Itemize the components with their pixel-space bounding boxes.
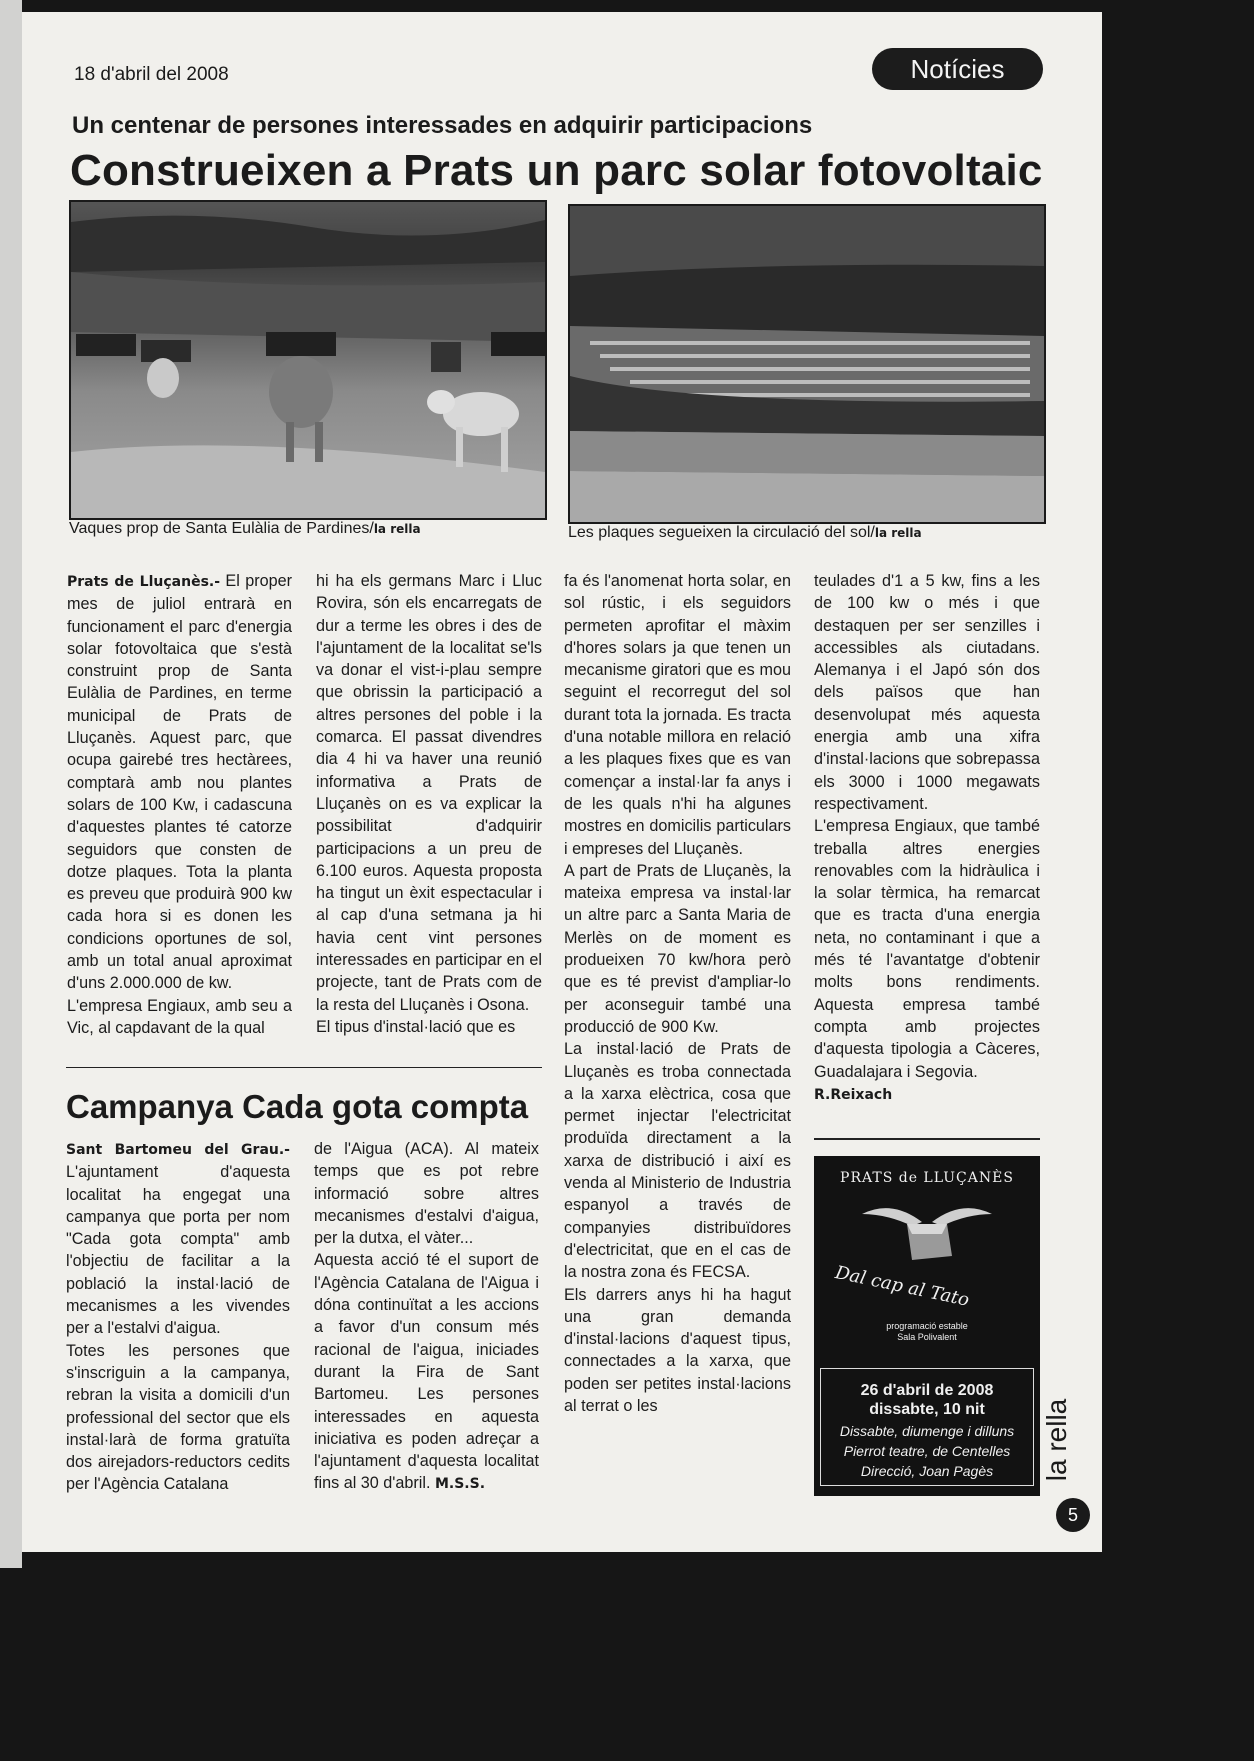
article2-column-2 — [314, 1138, 539, 1496]
issue-date: 18 d'abril del 2008 — [74, 64, 229, 85]
article-headline: Construeixen a Prats un parc solar fotovoltaic — [70, 146, 1043, 195]
divider — [814, 1138, 1040, 1140]
article-column-2 — [316, 570, 542, 1038]
newspaper-page — [22, 12, 1102, 1552]
section-badge: Notícies — [872, 48, 1043, 90]
article-column-1 — [67, 570, 292, 1039]
divider — [66, 1067, 542, 1068]
paragraph: Aquesta acció té el suport de l'Agència Catalana de l'Aigua i dóna continuïtat a les accions a favor d'un consum més racional de l'aigua, iniciades durant la Fira de Sant Bartomeu. Les persones interessades en aquesta iniciativa es poden adreçar a l'ajuntament d'aquesta localitat fins al 30 d'abril. M.S.S. — [314, 1251, 539, 1493]
winged-box-icon — [852, 1194, 1002, 1264]
ad-title: PRATS de LLUÇANÈS — [840, 1170, 1014, 1186]
theatre-advertisement — [814, 1156, 1040, 1496]
ad-venue: programació estable Sala Polivalent — [886, 1321, 968, 1342]
dateline: Prats de Lluçanès.- — [67, 574, 221, 590]
photo-cows — [69, 200, 547, 520]
photo-solar-caption: Les plaques segueixen la circulació del sol/la rella — [568, 524, 922, 541]
paragraph: de l'Aigua (ACA). Al mateix temps que es pot rebre informació sobre altres mecanismes d'estalvi d'aigua, per la dutxa, el vàter... — [314, 1140, 539, 1248]
paragraph: La instal·lació de Prats de Lluçanès es troba connectada a la xarxa elèctrica, cosa que permet injectar l'electricitat produïda directament a la xarxa de distribució i així es venda al Ministerio de Industria espanyol a través de companyies distribuïdores d'electricitat, que en el cas de la nostra zona és FECSA. — [564, 1040, 791, 1282]
paragraph: Sant Bartomeu del Grau.- L'ajuntament d'aquesta localitat ha engegat una campanya que porta per nom "Cada gota compta" amb l'objectiu de facilitar a la població la instal·lació de mecanismes a les vivendes per a l'estalvi d'aigua. — [66, 1142, 290, 1338]
photo-credit: la rella — [373, 522, 421, 536]
paragraph: Prats de Lluçanès.- El proper mes de juliol entrarà en funcionament el parc d'energia solar fotovoltaica que s'està construint prop de Santa Eulàlia de Pardines, en terme municipal de Prats de Lluçanès. Aquest parc, que ocupa gairebé tres hectàrees, comptarà amb nou plantes solars de 100 Kw, i cadascuna d'aquestes plantes té catorze seguidors que consten de dotze plaques. Tota la planta es preveu que produirà 900 kw cada hora si es donen les condicions oportunes de sol, amb un total anual aproximat d'uns 2.000.000 de kw. — [67, 572, 293, 993]
ad-show-title: Dal cap al Tato — [833, 1262, 972, 1311]
paragraph: Totes les persones que s'inscriguin a la campanya, rebran la visita a domicili d'un professional del sector que els instal·larà de forma gratuïta dos airejadors-reductors cedits per l'Agència Catalana — [66, 1341, 290, 1494]
photo-credit: la rella — [874, 526, 922, 540]
photo-solar-panels — [568, 204, 1046, 524]
paragraph: teulades d'1 a 5 kw, fins a les de 100 kw o més i que destaquen per ser senzilles i accessibles als ciutadans. Alemanya i el Japó són dos dels països que han desenvolupat més aquesta energia amb una xifra d'instal·lacions que sobrepassa els 3000 i 1000 megawats respectivament. — [814, 572, 1040, 813]
paragraph: fa és l'anomenat horta solar, en sol rústic, i els seguidors permeten aprofitar el màxim d'hores solars ja que tenen un mecanisme giratori que es mou seguint el recorregut del sol durant tota la jornada. Es tracta d'una notable millora en relació a les plaques fixes que es van començar a instal·lar fa anys i de les quals n'hi ha algunes mostres en domicilis particulars i empreses del Lluçanès. — [564, 572, 791, 858]
paragraph: L'empresa Engiaux, que també treballa altres energies renovables com la hidràulica i la solar tèrmica, ha remarcat que es tracta d'una energia neta, no contaminant i que a més té l'avantatge d'obtenir molts bons rendiments. Aquesta empresa també compta amb projectes d'aquesta tipologia a Càceres, Guadalajara i Segovia. — [814, 817, 1040, 1081]
dateline: Sant Bartomeu del Grau.- — [66, 1142, 290, 1158]
ad-details — [820, 1368, 1034, 1486]
byline: M.S.S. — [434, 1476, 486, 1493]
byline: R.Reixach — [814, 1086, 893, 1103]
photo-cows-caption: Vaques prop de Santa Eulàlia de Pardines/la rella — [69, 520, 421, 537]
paragraph: A part de Prats de Lluçanès, la mateixa empresa va instal·lar un altre parc a Santa Maria de Merlès on de moment es produeixen 70 kw/hora però que es té previst d'ampliar-lo per aconseguir també una producció de 900 Kw. — [564, 861, 791, 1036]
ad-info: Dissabte, diumenge i dilluns Pierrot teatre, de Centelles Direcció, Joan Pagès — [839, 1423, 1015, 1479]
paragraph: L'empresa Engiaux, amb seu a Vic, al capdavant de la qual — [67, 996, 292, 1037]
article-column-3 — [564, 570, 791, 1417]
page-number: 5 — [1056, 1498, 1090, 1532]
paragraph: El tipus d'instal·lació que es — [316, 1017, 516, 1036]
article2-headline: Campanya Cada gota compta — [66, 1088, 529, 1125]
paragraph: hi ha els germans Marc i Lluc Rovira, són els encarregats de dur a terme les obres i des de l'ajuntament de la localitat se'ls va donar el vist-i-plau sempre que obrissin la participació a altres persones del poble i la comarca. El passat divendres dia 4 hi va haver una reunió informativa a Prats de Lluçanès on es va explicar la possibilitat d'adquirir participacions a un preu de 6.100 euros. Aquesta proposta ha tingut un èxit espectacular i al cap d'una setmana ja hi havia cent vint persones interessades en participar en el projecte, tant de Prats com de la resta del Lluçanès i Osona. — [316, 572, 542, 1014]
brand-logo: la rella — [1041, 1398, 1073, 1482]
paragraph: Els darrers anys hi ha hagut una gran demanda d'instal·lacions d'aquest tipus, connectades a la xarxa, que poden ser petites instal·lacions al terrat o les — [564, 1285, 791, 1415]
article2-column-1 — [66, 1138, 290, 1496]
article-subhead: Un centenar de persones interessades en adquirir participacions — [72, 112, 813, 139]
page-edge — [0, 0, 22, 1568]
article-column-4 — [814, 570, 1040, 1106]
ad-date: 26 d'abril de 2008 dissabte, 10 nit — [860, 1382, 994, 1418]
